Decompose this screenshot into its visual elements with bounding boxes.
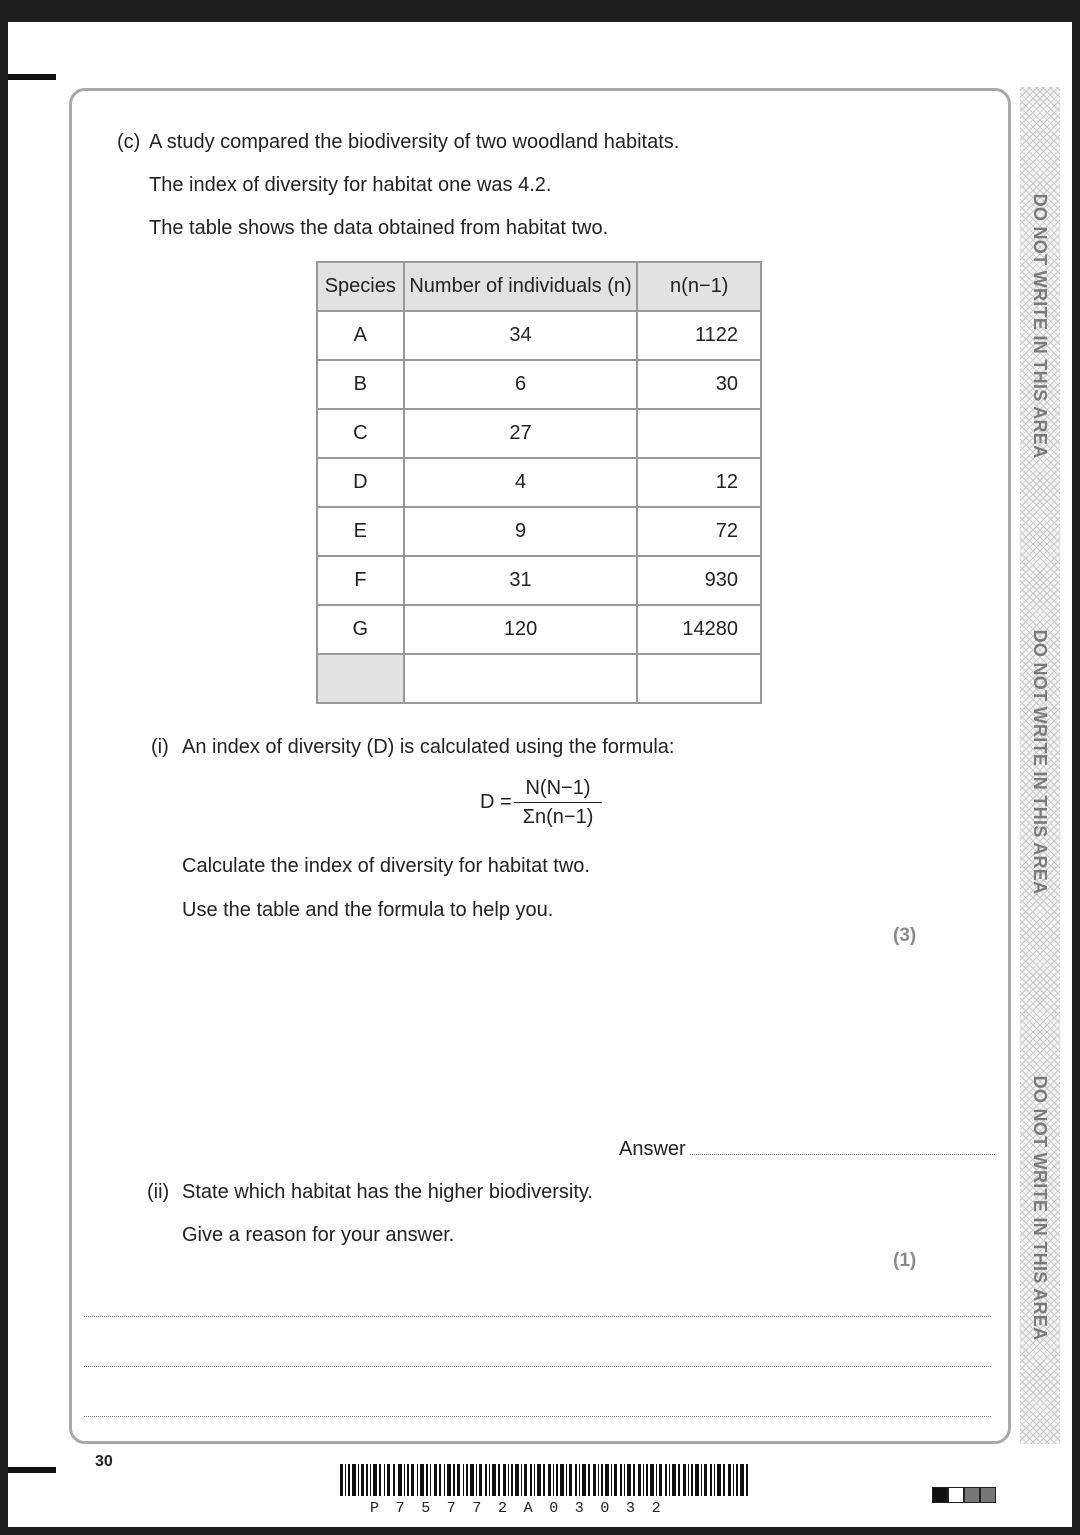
part-i-label: (i) (151, 736, 169, 758)
header-individuals: Number of individuals (n) (404, 262, 638, 311)
part-c-intro: A study compared the biodiversity of two woodland habitats. (149, 131, 680, 153)
part-i-instruction-1: Calculate the index of diversity for habitat two. (182, 855, 590, 877)
cell-species: C (317, 409, 404, 458)
cell-nn1: 1122 (637, 311, 761, 360)
table-row (317, 507, 761, 556)
part-i-instruction-2: Use the table and the formula to help you. (182, 899, 554, 921)
formula-numerator: N(N−1) (525, 777, 591, 799)
cell-nn1: 14280 (637, 605, 761, 654)
table-row (317, 311, 761, 360)
table-row (317, 605, 761, 654)
cell-species: A (317, 311, 404, 360)
part-ii-marks: (1) (893, 1250, 917, 1271)
cell-total-nn1[interactable] (637, 654, 761, 703)
part-i-marks: (3) (893, 925, 917, 946)
page-indicator-square-1 (932, 1487, 948, 1503)
registration-mark-bottom (8, 1467, 56, 1473)
margin-warning-3: DO NOT WRITE IN THIS AREA (1030, 1075, 1050, 1341)
cell-nn1: 930 (637, 556, 761, 605)
barcode-number: P75772A03032 (370, 1500, 678, 1517)
part-ii-instruction: Give a reason for your answer. (182, 1224, 455, 1246)
cell-species: E (317, 507, 404, 556)
table-total-row (317, 654, 761, 703)
cell-species: B (317, 360, 404, 409)
cell-total-n[interactable] (404, 654, 638, 703)
cell-n: 31 (404, 556, 638, 605)
cell-n: 6 (404, 360, 638, 409)
answer-writing-line-2[interactable] (84, 1366, 991, 1367)
part-ii-label: (ii) (147, 1181, 170, 1203)
table-row (317, 409, 761, 458)
part-c-label: (c) (117, 131, 141, 153)
cell-nn1: 30 (637, 360, 761, 409)
cell-species: G (317, 605, 404, 654)
page-frame-left (0, 0, 8, 1535)
species-table (316, 261, 762, 704)
answer-line[interactable] (690, 1154, 995, 1155)
table-intro: The table shows the data obtained from habitat two. (149, 217, 609, 239)
table-header-row (317, 262, 761, 311)
margin-warning-1: DO NOT WRITE IN THIS AREA (1030, 193, 1050, 459)
page-frame-right (1072, 0, 1080, 1535)
cell-n: 9 (404, 507, 638, 556)
table-row (317, 458, 761, 507)
page-indicator-square-3 (964, 1487, 980, 1503)
formula-lhs: D = (480, 791, 512, 813)
page-frame-bottom (0, 1527, 1080, 1535)
answer-label: Answer (619, 1138, 686, 1160)
table-row (317, 360, 761, 409)
margin-warning-2: DO NOT WRITE IN THIS AREA (1030, 629, 1050, 895)
answer-writing-line-3[interactable] (84, 1416, 991, 1417)
cell-n: 34 (404, 311, 638, 360)
cell-nn1: 12 (637, 458, 761, 507)
cell-nn1: 72 (637, 507, 761, 556)
page-indicator-square-4 (980, 1487, 996, 1503)
header-species: Species (317, 262, 404, 311)
page-number: 30 (95, 1453, 113, 1470)
registration-mark-top (8, 74, 56, 80)
cell-nn1-blank[interactable] (637, 409, 761, 458)
table-row (317, 556, 761, 605)
part-ii-text: State which habitat has the higher biodiversity. (182, 1181, 593, 1203)
diversity-formula (480, 775, 620, 835)
page-frame-top (0, 0, 1080, 22)
page-indicator-square-2 (948, 1487, 964, 1503)
cell-n: 4 (404, 458, 638, 507)
formula-denominator: Σn(n−1) (522, 806, 594, 828)
cell-n: 120 (404, 605, 638, 654)
answer-writing-line-1[interactable] (84, 1316, 991, 1317)
part-i-text: An index of diversity (D) is calculated using the formula: (182, 736, 675, 758)
header-nn1: n(n−1) (637, 262, 761, 311)
formula-fraction (514, 775, 602, 830)
barcode-icon (340, 1464, 748, 1496)
cell-species-shaded (317, 654, 404, 703)
cell-species: F (317, 556, 404, 605)
fraction-bar (514, 802, 602, 803)
habitat-one-text: The index of diversity for habitat one was 4.2. (149, 174, 552, 196)
cell-n: 27 (404, 409, 638, 458)
cell-species: D (317, 458, 404, 507)
